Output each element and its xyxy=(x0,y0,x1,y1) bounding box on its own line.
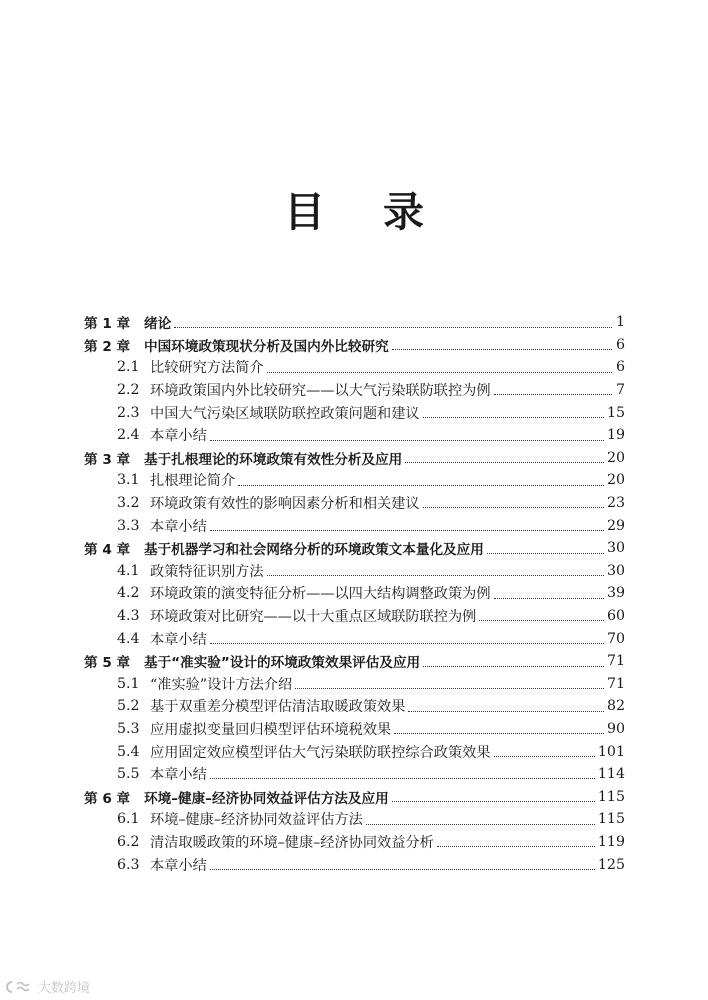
dot-leader xyxy=(366,824,595,825)
entry-title: 本章小结 xyxy=(150,631,207,648)
entry-page-number: 6 xyxy=(615,336,625,353)
entry-title: 中国环境政策现状分析及国内外比较研究 xyxy=(144,338,389,355)
entry-title: 环境–健康–经济协同效益评估方法及应用 xyxy=(144,790,389,807)
dot-leader xyxy=(405,462,604,463)
dot-leader xyxy=(210,530,604,531)
entry-number: 第 6 章 xyxy=(84,790,131,807)
dot-leader xyxy=(494,756,595,757)
entry-page-number: 19 xyxy=(606,427,625,444)
toc-section-entry xyxy=(84,560,625,583)
entry-page-number: 90 xyxy=(606,720,625,737)
entry-number: 4.3 xyxy=(117,608,140,625)
entry-page-number: 114 xyxy=(597,766,625,783)
entry-page-number: 115 xyxy=(597,788,625,805)
entry-number: 第 3 章 xyxy=(84,451,131,468)
entry-title: 本章小结 xyxy=(150,518,207,535)
entry-page-number: 119 xyxy=(597,833,625,850)
dot-leader xyxy=(267,372,612,373)
entry-title: 应用虚拟变量回归模型评估环境税效果 xyxy=(150,721,392,738)
dot-leader xyxy=(210,440,604,441)
dot-leader xyxy=(210,778,595,779)
page-title xyxy=(0,186,708,238)
dot-leader xyxy=(392,801,595,802)
toc-section-entry xyxy=(84,740,625,763)
dot-leader xyxy=(423,417,604,418)
entry-title: 基于双重差分模型评估清洁取暖政策效果 xyxy=(150,699,406,716)
title-char-2: 录 xyxy=(383,188,424,236)
entry-number: 3.2 xyxy=(117,495,140,512)
dot-leader xyxy=(487,553,604,554)
entry-page-number: 6 xyxy=(615,359,625,376)
entry-title: 基于机器学习和社会网络分析的环境政策文本量化及应用 xyxy=(144,542,484,559)
entry-number: 3.1 xyxy=(117,472,140,489)
entry-number: 4.2 xyxy=(117,585,140,602)
entry-title: 本章小结 xyxy=(150,767,207,784)
entry-title: 政策特征识别方法 xyxy=(150,563,264,580)
toc-section-entry xyxy=(84,673,625,696)
entry-number: 6.1 xyxy=(117,811,140,828)
entry-title: 环境–健康–经济协同效益评估方法 xyxy=(150,812,363,829)
entry-title: 清洁取暖政策的环境–健康–经济协同效益分析 xyxy=(150,834,434,851)
entry-page-number: 101 xyxy=(597,743,625,760)
dot-leader xyxy=(210,869,595,870)
toc-section-entry xyxy=(84,831,625,854)
entry-page-number: 1 xyxy=(615,314,625,331)
entry-number: 3.3 xyxy=(117,517,140,534)
toc-section-entry xyxy=(84,605,625,628)
toc-section-entry xyxy=(84,424,625,447)
entry-title: 基于“准实验”设计的环境政策效果评估及应用 xyxy=(144,655,421,672)
dot-leader xyxy=(437,846,595,847)
entry-title: 环境政策国内外比较研究——以大气污染联防联控为例 xyxy=(150,383,491,400)
dot-leader xyxy=(423,507,604,508)
entry-title: 环境政策对比研究——以十大重点区域联防联控为例 xyxy=(150,609,477,626)
entry-page-number: 71 xyxy=(606,653,625,670)
toc-chapter-entry xyxy=(84,785,625,808)
entry-title: 绪论 xyxy=(144,316,172,333)
entry-page-number: 30 xyxy=(606,562,625,579)
toc-section-entry xyxy=(84,808,625,831)
entry-page-number: 29 xyxy=(606,517,625,534)
entry-number: 2.1 xyxy=(117,359,140,376)
entry-title: 本章小结 xyxy=(150,428,207,445)
table-of-contents xyxy=(84,311,625,876)
entry-page-number: 39 xyxy=(606,585,625,602)
entry-page-number: 70 xyxy=(606,630,625,647)
toc-chapter-entry xyxy=(84,650,625,673)
entry-title: 基于扎根理论的环境政策有效性分析及应用 xyxy=(144,451,403,468)
toc-section-entry xyxy=(84,492,625,515)
toc-chapter-entry xyxy=(84,311,625,334)
entry-number: 5.4 xyxy=(117,743,140,760)
watermark xyxy=(5,977,90,996)
entry-title: 扎根理论简介 xyxy=(150,473,236,490)
entry-page-number: 23 xyxy=(606,495,625,512)
toc-chapter-entry xyxy=(84,447,625,470)
entry-title: 应用固定效应模型评估大气污染联防联控综合政策效果 xyxy=(150,744,491,761)
entry-number: 6.3 xyxy=(117,856,140,873)
dot-leader xyxy=(494,598,604,599)
toc-chapter-entry xyxy=(84,537,625,560)
entry-page-number: 20 xyxy=(606,472,625,489)
brand-logo-icon xyxy=(5,979,35,995)
entry-title: 环境政策有效性的影响因素分析和相关建议 xyxy=(150,496,420,513)
dot-leader xyxy=(238,485,604,486)
toc-section-entry xyxy=(84,401,625,424)
entry-number: 第 2 章 xyxy=(84,338,131,355)
entry-page-number: 15 xyxy=(606,404,625,421)
dot-leader xyxy=(494,394,612,395)
toc-section-entry xyxy=(84,379,625,402)
dot-leader xyxy=(210,643,604,644)
dot-leader xyxy=(295,688,604,689)
entry-number: 4.4 xyxy=(117,630,140,647)
entry-number: 5.3 xyxy=(117,720,140,737)
entry-page-number: 20 xyxy=(606,449,625,466)
entry-number: 5.5 xyxy=(117,766,140,783)
dot-leader xyxy=(394,733,604,734)
entry-page-number: 30 xyxy=(606,540,625,557)
toc-chapter-entry xyxy=(84,334,625,357)
entry-title: 比较研究方法简介 xyxy=(150,360,264,377)
toc-section-entry xyxy=(84,356,625,379)
entry-number: 2.3 xyxy=(117,404,140,421)
entry-number: 2.2 xyxy=(117,382,140,399)
dot-leader xyxy=(174,327,612,328)
entry-title: 环境政策的演变特征分析——以四大结构调整政策为例 xyxy=(150,586,491,603)
toc-section-entry xyxy=(84,582,625,605)
entry-page-number: 82 xyxy=(606,698,625,715)
toc-section-entry xyxy=(84,718,625,741)
entry-page-number: 7 xyxy=(615,382,625,399)
entry-number: 2.4 xyxy=(117,427,140,444)
toc-section-entry xyxy=(84,514,625,537)
entry-number: 5.1 xyxy=(117,675,140,692)
toc-section-entry xyxy=(84,763,625,786)
toc-section-entry xyxy=(84,469,625,492)
dot-leader xyxy=(479,620,604,621)
entry-number: 5.2 xyxy=(117,698,140,715)
entry-page-number: 71 xyxy=(606,675,625,692)
watermark-text: 大数跨境 xyxy=(38,981,91,996)
dot-leader xyxy=(267,575,604,576)
toc-section-entry xyxy=(84,853,625,876)
entry-number: 4.1 xyxy=(117,562,140,579)
dot-leader xyxy=(408,711,604,712)
entry-page-number: 60 xyxy=(606,608,625,625)
dot-leader xyxy=(423,666,604,667)
entry-page-number: 125 xyxy=(597,856,625,873)
entry-title: 中国大气污染区域联防联控政策问题和建议 xyxy=(150,405,420,422)
entry-number: 第 5 章 xyxy=(84,655,131,672)
entry-number: 6.2 xyxy=(117,833,140,850)
entry-title: 本章小结 xyxy=(150,857,207,874)
entry-number: 第 4 章 xyxy=(84,542,131,559)
entry-page-number: 115 xyxy=(597,811,625,828)
toc-section-entry xyxy=(84,627,625,650)
title-char-1: 目 xyxy=(284,188,325,236)
entry-title: “准实验”设计方法介绍 xyxy=(150,676,293,693)
toc-section-entry xyxy=(84,695,625,718)
entry-number: 第 1 章 xyxy=(84,316,131,333)
dot-leader xyxy=(392,349,612,350)
